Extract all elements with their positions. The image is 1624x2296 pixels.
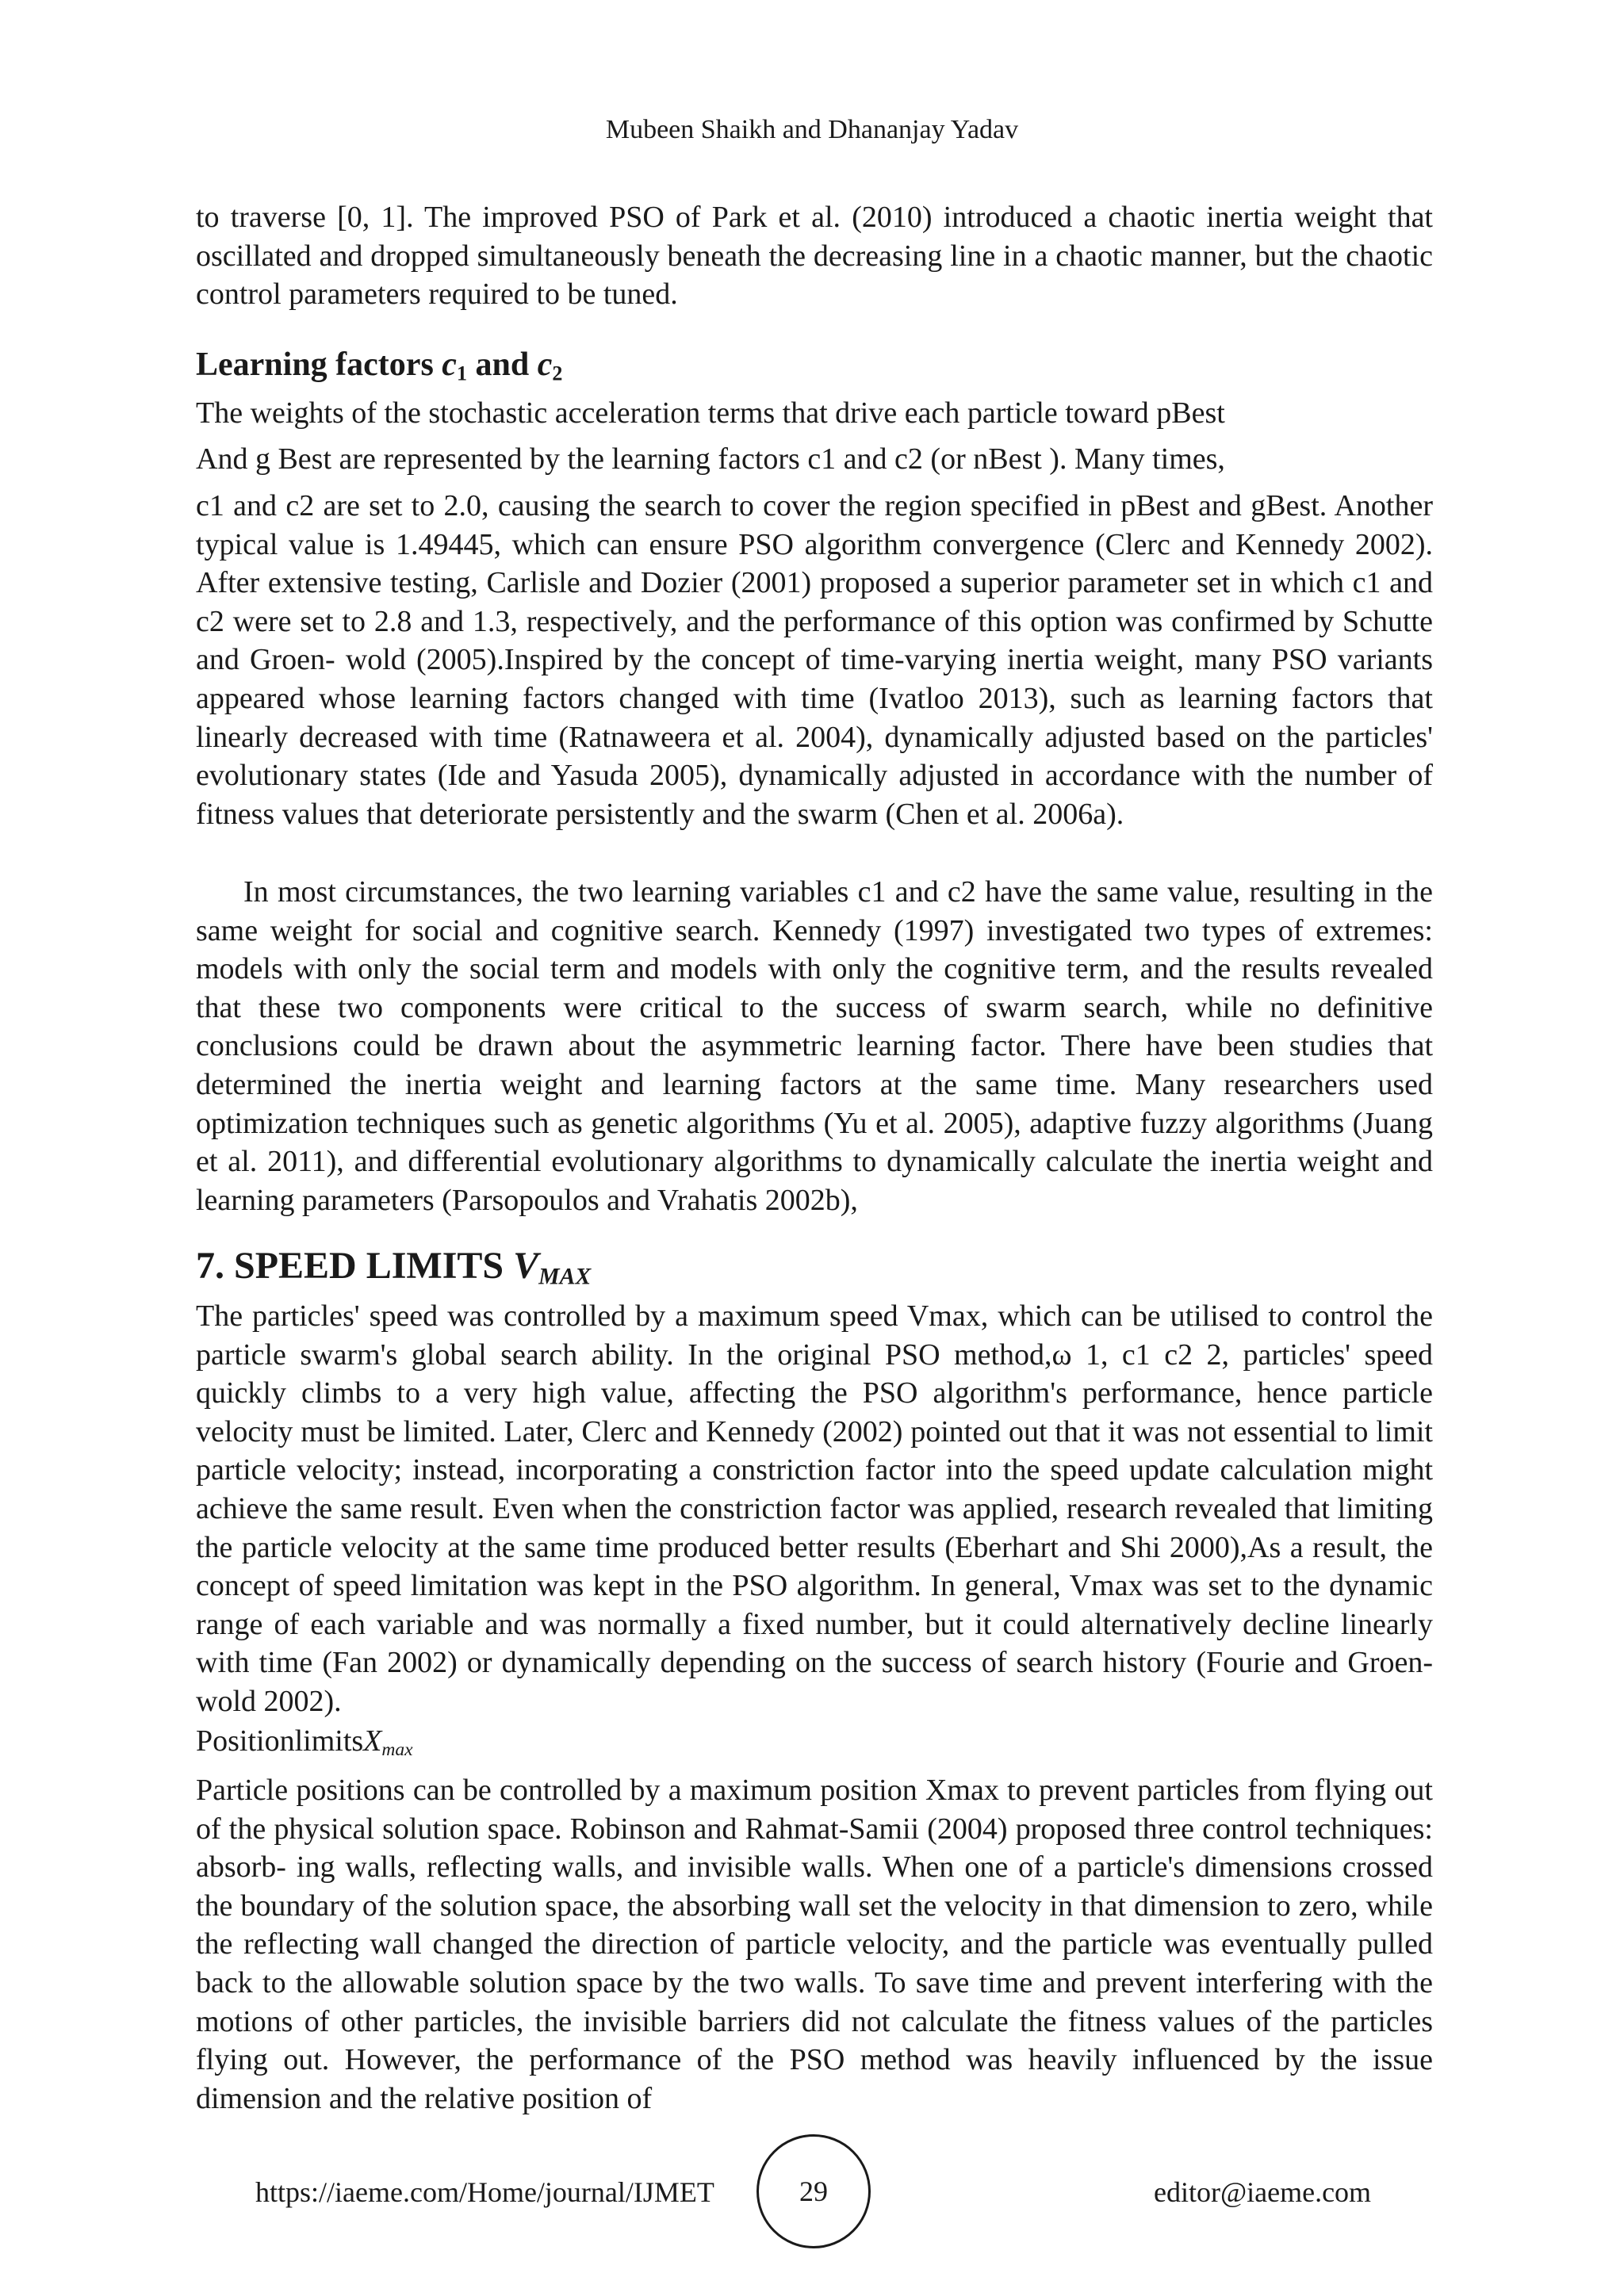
learning-paragraph-2-wrap (196, 873, 1433, 1219)
running-header: Mubeen Shaikh and Dhananjay Yadav (605, 115, 1019, 144)
learning-paragraph-1: c1 and c2 are set to 2.0, causing the search to cover the region specified in pBest and gBest. Another typical value is 1.49445, which can ensure PSO algorithm convergence (Clerc and Kennedy 2002). After extensive testing, Carlisle and Dozier (2001) proposed a superior parameter set in which c1 and c2 were set to 2.8 and 1.3, respectively, and the performance of this option was confirmed by Schutte and Groen- wold (2005).Inspired by the concept of time-varying inertia weight, many PSO variants appeared whose learning factors changed with time (Ivatloo 2013), such as learning factors that linearly decreased with time (Ratnaweera et al. 2004), dynamically adjusted based on the particles' evolutionary states (Ide and Yasuda 2005), dynamically adjusted in accordance with the number of fitness values that deteriorate persistently and the swarm (Chen et al. 2006a). (196, 489, 1433, 831)
learning-line-1: The weights of the stochastic acceleration terms that drive each particle toward pBest (196, 396, 1225, 430)
speed-paragraph-wrap (196, 1297, 1433, 1721)
speed-limits-section (196, 1243, 1433, 1289)
position-limits-section (196, 1722, 1433, 1761)
intro-paragraph: to traverse [0, 1]. The improved PSO of Park et al. (2010) introduced a chaotic inertia weight that oscillated and dropped simultaneously beneath the decreasing line in a chaotic manner, but the chaotic control parameters required to be tuned. (196, 201, 1433, 312)
learning-factors-heading: Learning factors $c_1$ and $c_2$ (196, 346, 563, 385)
speed-limits-heading: 7. SPEED LIMITS $V_{MAX}$ (196, 1245, 592, 1290)
learning-paragraph-2: In most circumstances, the two learning variables c1 and c2 have the same value, resulting in the same weight for social and cognitive search. Kennedy (1997) investigated two types of extremes: models with only the social term and models with only the cognitive term, and the results revealed that these two components were critical to the success of swarm search, while no definitive conclusions could be drawn about the asymmetric learning factor. There have been studies that determined the inertia weight and learning factors at the same time. Many researchers used optimization techniques such as genetic algorithms (Yu et al. 2005), adaptive fuzzy algorithms (Juang et al. 2011), and differential evolutionary algorithms to dynamically calculate the inertia weight and learning parameters (Parsopoulos and Vrahatis 2002b), (196, 875, 1433, 1217)
page-number-badge (756, 2134, 871, 2248)
position-limits-heading: PositionlimitsX$_{max}$ (196, 1724, 413, 1760)
learning-line-2-wrap (196, 440, 1433, 479)
footer-email[interactable]: editor@iaeme.com (1154, 2176, 1372, 2208)
page-number: 29 (799, 2175, 828, 2207)
footer-url[interactable]: https://iaeme.com/Home/journal/IJMET (255, 2176, 714, 2208)
intro-section (196, 198, 1433, 314)
learning-line-1-wrap (196, 394, 1433, 433)
speed-paragraph: The particles' speed was controlled by a maximum speed Vmax, which can be utilised to control the particle swarm's global search ability. In the original PSO method,ω 1, c1 c2 2, particles' speed quickly climbs to a very high value, affecting the PSO algorithm's performance, hence particle velocity must be limited. Later, Clerc and Kennedy (2002) pointed out that it was not essential to limit particle velocity; instead, incorporating a constriction factor into the speed update calculation might achieve the same result. Even when the constriction factor was applied, research revealed that limiting the particle velocity at the same time produced better results (Eberhart and Shi 2000),As a result, the concept of speed limitation was kept in the PSO algorithm. In general, Vmax was set to the dynamic range of each variable and was normally a fixed number, but it could alternatively decline linearly with time (Fan 2002) or dynamically depending on the success of search history (Fourie and Groen- wold 2002). (196, 1299, 1433, 1718)
position-paragraph: Particle positions can be controlled by a maximum position Xmax to prevent particles from flying out of the physical solution space. Robinson and Rahmat-Samii (2004) proposed three control techniques: absorb- ing walls, reflecting walls, and invisible walls. When one of a particle's dimensions crossed the boundary of the solution space, the absorbing wall set the velocity in that dimension to zero, while the reflecting wall changed the direction of particle velocity, and the particle was eventually pulled back to the allowable solution space by the two walls. To save time and prevent interfering with the motions of other particles, the invisible barriers did not calculate the fitness values of the particles flying out. However, the performance of the PSO method was heavily influenced by the issue dimension and the relative position of (196, 1774, 1433, 2115)
learning-paragraph-1-wrap (196, 487, 1433, 833)
learning-line-2: And g Best are represented by the learning factors c1 and c2 (or nBest ). Many times, (196, 442, 1225, 476)
position-paragraph-wrap (196, 1771, 1433, 2118)
learning-factors-section (196, 344, 1433, 385)
